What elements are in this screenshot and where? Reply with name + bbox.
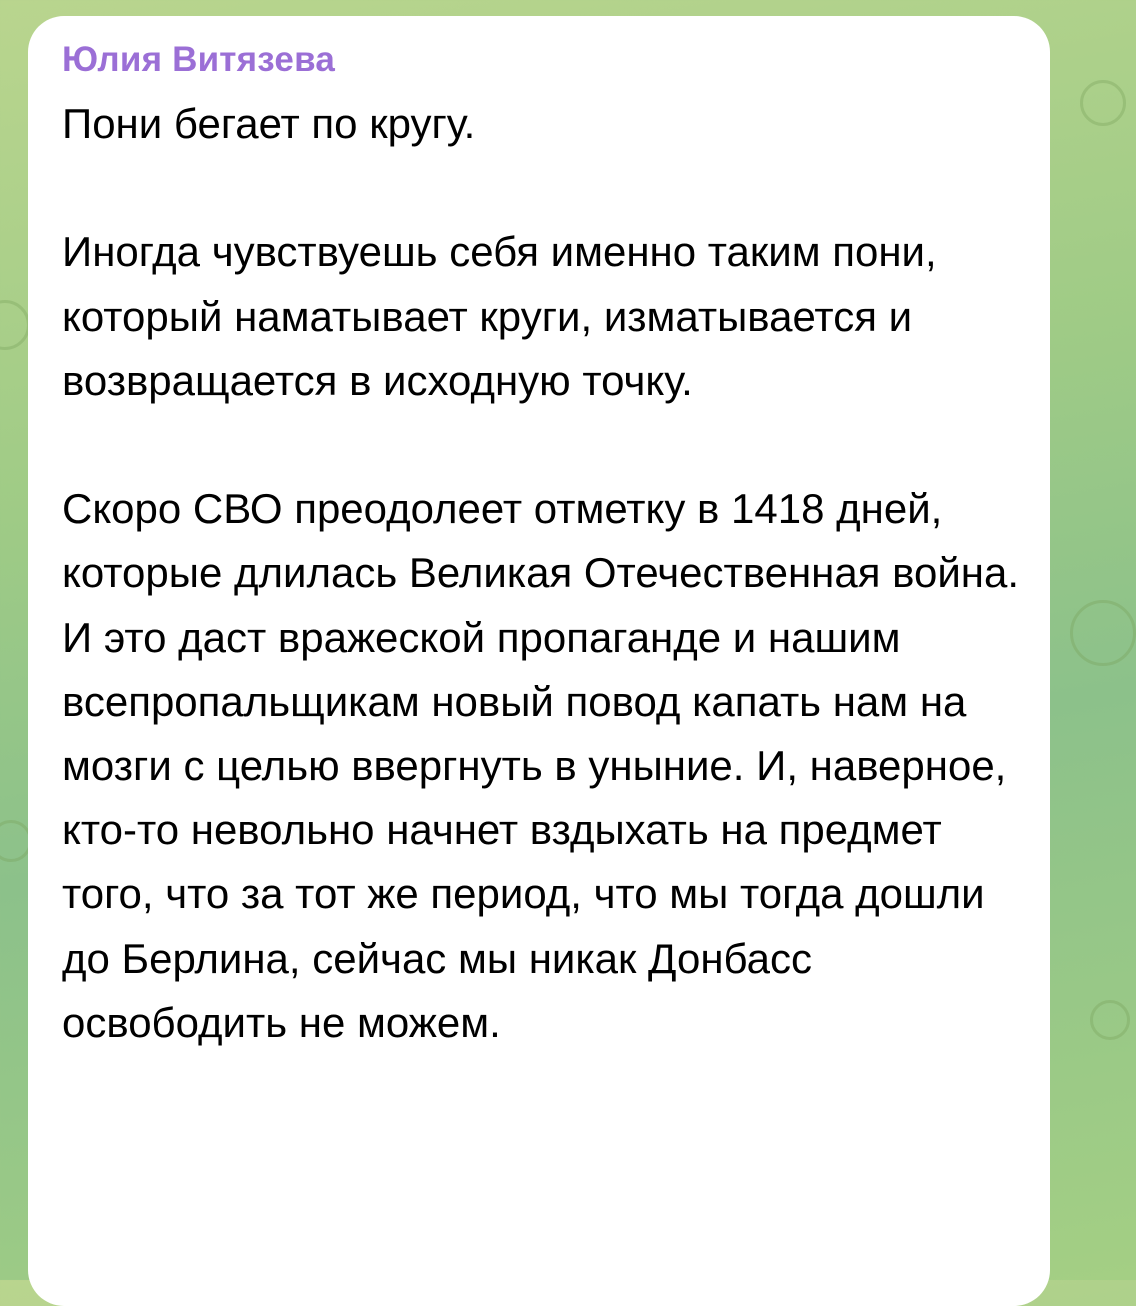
wallpaper-doodle-icon [0,300,30,350]
message-paragraph: Иногда чувствуешь себя именно таким пони, который наматывает круги, изматывается и возвращается в исходную точку. [62,228,937,404]
message-paragraph: Пони бегает по кругу. [62,100,476,147]
message-text [62,92,1020,1055]
message-paragraph: Скоро СВО преодолеет отметку в 1418 дней, которые длилась Великая Отечественная война. И это даст вражеской пропаганде и нашим всепропальщикам новый повод капать нам на мозги с целью ввергнуть в уныние. И, наверное, кто-то невольно начнет вздыхать на предмет того, что за тот же период, что мы тогда дошли до Берлина, сейчас мы никак Донбасс освободить не можем. [62,485,1019,1046]
message-bubble[interactable] [28,16,1050,1306]
sender-name[interactable]: Юлия Витязева [62,40,335,79]
wallpaper-doodle-icon [1090,1000,1130,1040]
wallpaper-doodle-icon [1080,80,1126,126]
paragraph-gap [62,156,1020,220]
paragraph-gap [62,413,1020,477]
wallpaper-doodle-icon [1070,600,1136,666]
